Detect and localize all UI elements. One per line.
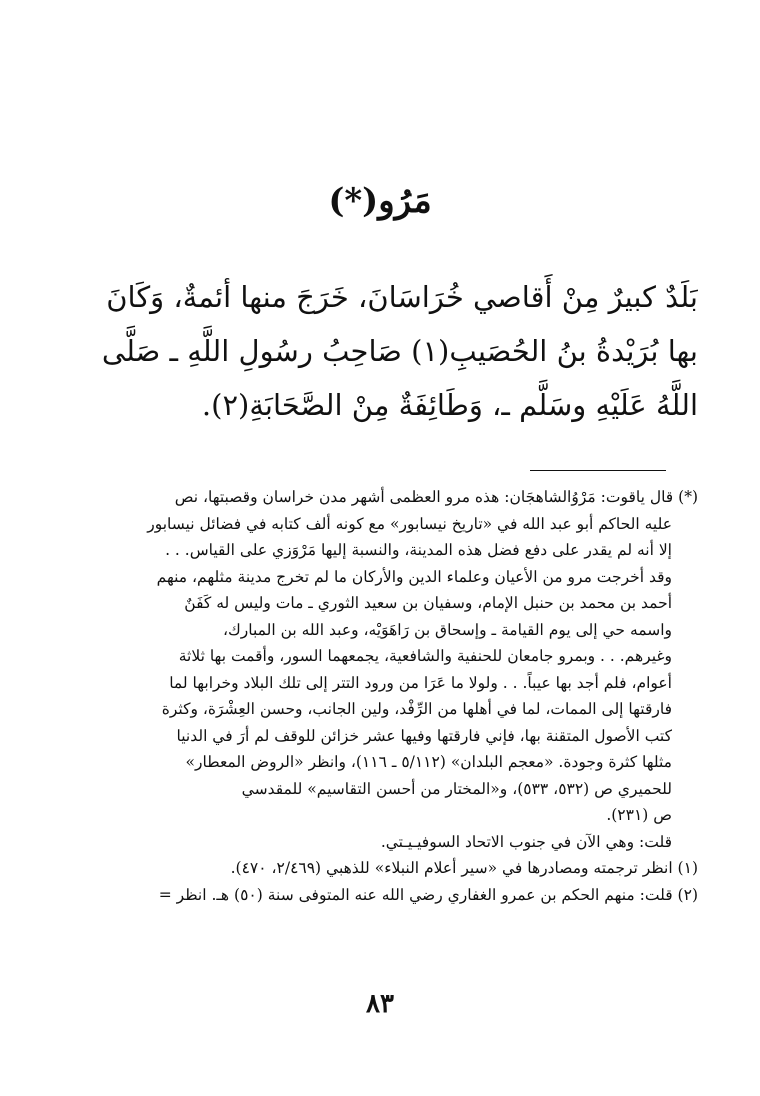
footnote-line: أحمد بن محمد بن حنبل الإمام، وسفيان بن سعيد الثوري ـ مات وليس له كَفَنٌ — [184, 594, 672, 612]
footnote-line: إلا أنه لم يقدر على دفع فضل هذه المدينة، والنسبة إليها مَرْوَزي على القياس. . . — [165, 541, 672, 559]
footnote-line: وغيرهم. . . وبمرو جامعان للحنفية والشافعية، يجمعهما السور، وأقمت بها ثلاثة — [178, 647, 672, 665]
page-number: ٨٣ — [366, 989, 394, 1019]
page-title: مَرُو(*) — [328, 181, 432, 221]
footnotes-block — [48, 484, 698, 908]
footnote-line: عليه الحاكم أبو عبد الله في «تاريخ نيسابور» مع كونه ألف كتابه في فضائل نيسابور — [147, 514, 672, 533]
footnote-line: (١) انظر ترجمته ومصادرها في «سير أعلام النبلاء» للذهبي (٢/٤٦٩، ٤٧٠). — [230, 859, 698, 877]
footnote-line: (*) قال ياقوت: مَرْوُالشاهجَان: هذه مرو العظمى أشهر مدن خراسان وقصبتها، نص — [174, 488, 698, 506]
footnote-line: وقد أخرجت مرو من الأعيان وعلماء الدين والأركان ما لم تخرج مدينة مثلهم، منهم — [156, 567, 672, 586]
main-text-block — [50, 270, 698, 432]
main-text-line: بَلَدٌ كبيرٌ مِنْ أَقاصي خُرَاسَانَ، خَرَجَ منها أئمةٌ، وَكَانَ — [106, 280, 698, 314]
footnote-separator — [530, 470, 666, 471]
footnote-line: مثلها كثرة وجودة. «معجم البلدان» (٥/١١٢ ـ ١١٦)، وانظر «الروض المعطار» — [185, 753, 672, 771]
main-text-line: اللَّهُ عَلَيْهِ وسَلَّم ـ، وَطَائِفَةٌ مِنْ الصَّحَابَةِ(٢). — [201, 388, 698, 422]
footnote-line: للحميري ص (٥٣٢، ٥٣٣)، و«المختار من أحسن التقاسيم» للمقدسي — [241, 779, 672, 798]
footnote-line: أعوام، فلم أجد بها عيباً. . . ولولا ما عَرَا من ورود التتر إلى تلك البلاد وخرابها لما — [169, 673, 672, 692]
footnote-line: واسمه حي إلى يوم القيامة ـ وإسحاق بن رَاهَوَيْه، وعبد الله بن المبارك، — [223, 620, 672, 639]
footnote-line: ص (٢٣١). — [606, 806, 672, 824]
footnote-line: قلت: وهي الآن في جنوب الاتحاد السوفيـيـتي. — [380, 832, 672, 851]
footnote-line: فارقتها إلى الممات، لما في أهلها من الرِّفْد، ولين الجانب، وحسن العِشْرَة، وكثرة — [161, 700, 672, 718]
footnote-line: (٢) قلت: منهم الحكم بن عمرو الغفاري رضي الله عنه المتوفى سنة (٥٠) هـ. انظر = — [158, 885, 698, 904]
main-text-line: بها بُرَيْدةُ بنُ الحُصَيبِ(١) صَاحِبُ رسُولِ اللَّهِ ـ صَلَّى — [101, 334, 698, 368]
footnote-line: كتب الأصول المتقنة بها، فإني فارقتها وفيها عشر خزائن للوقف لم أرَ في الدنيا — [176, 726, 672, 745]
